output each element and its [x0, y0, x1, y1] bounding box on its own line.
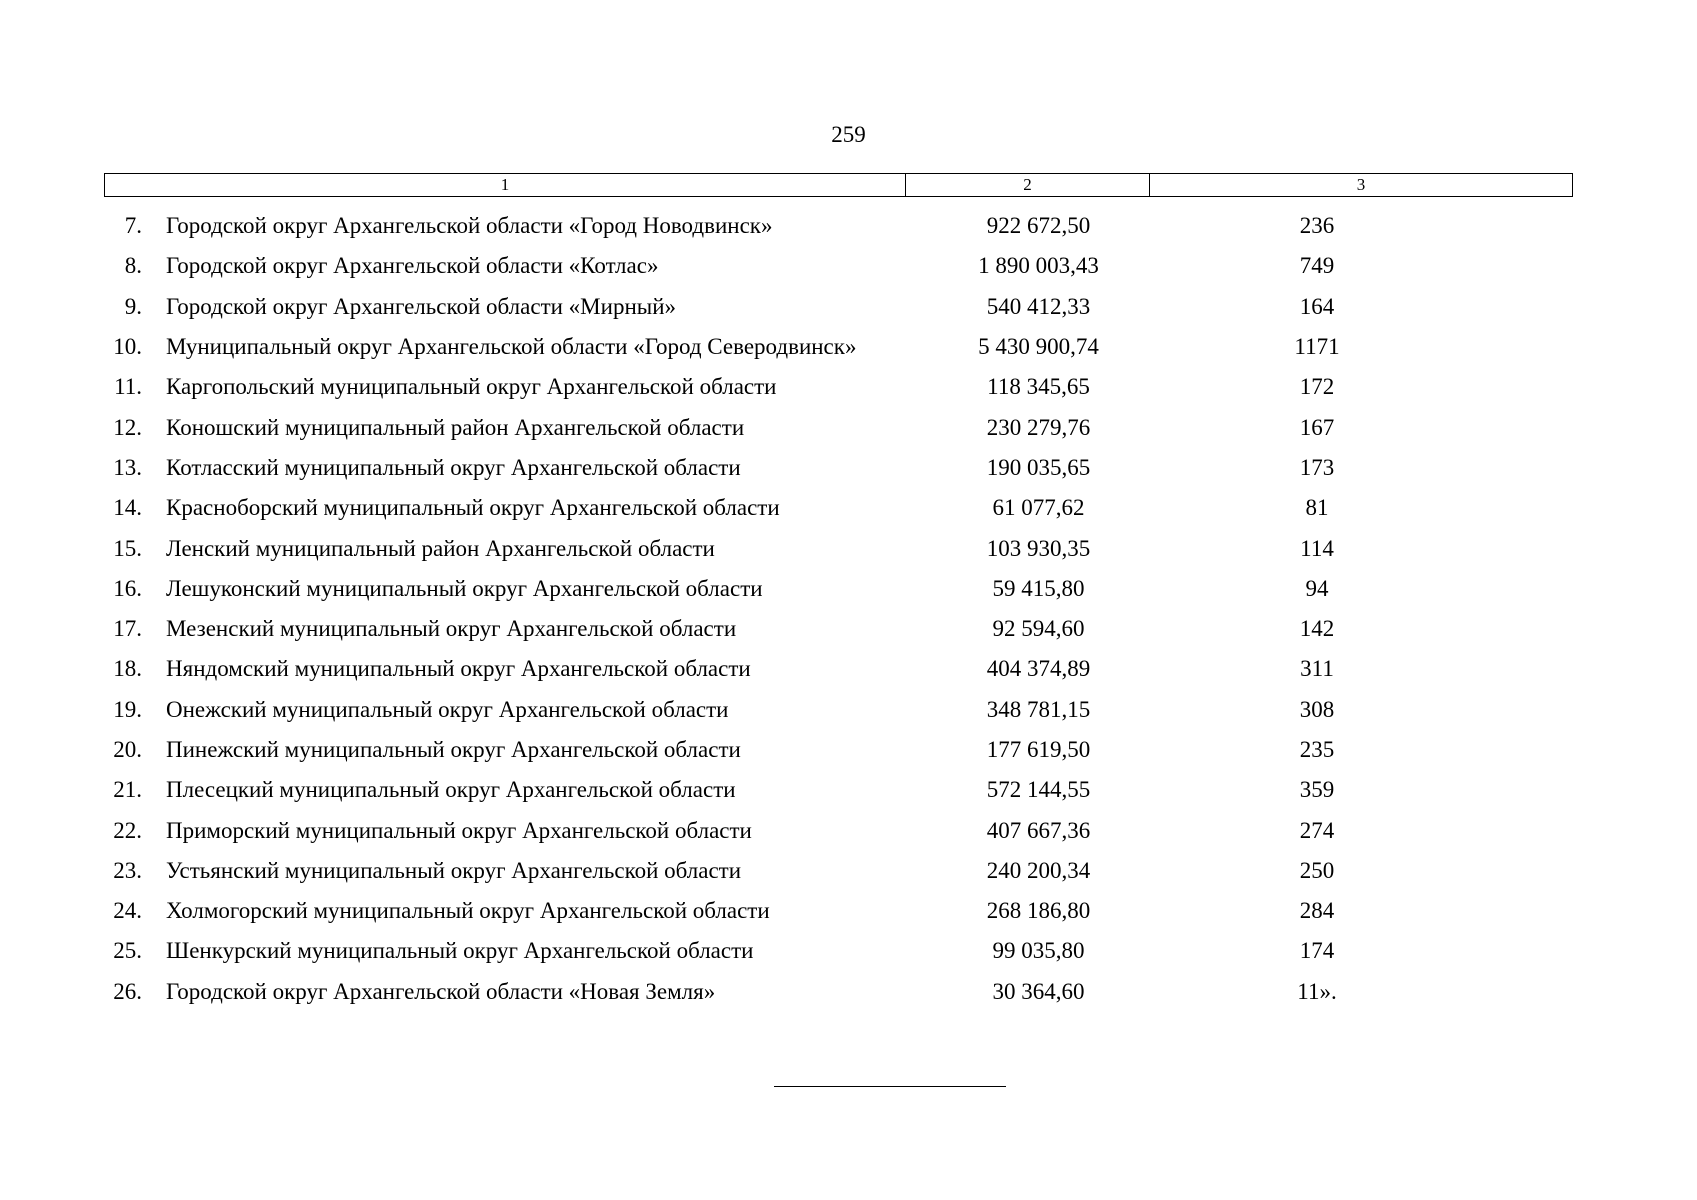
amount-value: 230 279,76	[986, 414, 1091, 440]
row-number: 12.	[113, 414, 142, 440]
row-number: 25.	[113, 938, 142, 964]
table-row	[104, 972, 1573, 1012]
municipality-name: Котласский муниципальный округ Архангельской области	[166, 454, 741, 480]
amount-value: 268 186,80	[986, 898, 1091, 924]
municipality-name: Красноборский муниципальный округ Архангельской области	[166, 495, 780, 521]
amount-value: 190 035,65	[986, 454, 1091, 480]
municipality-name: Коношский муниципальный район Архангельской области	[166, 414, 745, 440]
row-number: 19.	[113, 696, 142, 722]
count-value: 1171	[1294, 334, 1340, 360]
count-value: 164	[1299, 293, 1335, 319]
amount-value: 240 200,34	[986, 857, 1091, 883]
count-value: 250	[1299, 857, 1335, 883]
amount-value: 99 035,80	[992, 938, 1085, 964]
count-value: 172	[1299, 374, 1335, 400]
municipality-name: Ленский муниципальный район Архангельской области	[166, 535, 715, 561]
amount-value: 61 077,62	[992, 495, 1085, 521]
row-number: 21.	[113, 777, 142, 803]
count-value: 235	[1299, 737, 1335, 762]
count-value: 142	[1299, 616, 1335, 642]
municipality-name: Няндомский муниципальный округ Архангельской области	[166, 656, 751, 682]
count-value: 94	[1305, 575, 1329, 601]
row-number: 13.	[113, 454, 142, 480]
row-number: 7.	[124, 213, 142, 239]
row-number: 23.	[113, 857, 142, 883]
row-number: 20.	[113, 737, 142, 762]
row-number: 22.	[113, 817, 142, 843]
municipality-name: Лешуконский муниципальный округ Архангельской области	[166, 575, 763, 601]
amount-value: 922 672,50	[986, 213, 1091, 239]
count-value: 308	[1299, 696, 1335, 722]
amount-value: 540 412,33	[986, 293, 1091, 319]
table-row	[104, 327, 1573, 367]
table-row	[104, 448, 1573, 488]
municipality-name: Мезенский муниципальный округ Архангельской области	[166, 616, 737, 642]
amount-value: 407 667,36	[986, 817, 1091, 843]
municipality-name: Муниципальный округ Архангельской области «Город Северодвинск»	[166, 334, 857, 360]
amount-value: 103 930,35	[986, 535, 1091, 561]
table-row	[104, 891, 1573, 931]
row-number: 14.	[113, 495, 142, 521]
row-number: 24.	[113, 898, 142, 924]
count-value: 114	[1300, 535, 1334, 561]
municipality-name: Шенкурский муниципальный округ Архангельской области	[166, 938, 754, 964]
table-row	[104, 690, 1573, 730]
amount-value: 59 415,80	[992, 575, 1085, 601]
table-row	[104, 851, 1573, 891]
amount-value: 5 430 900,74	[978, 334, 1099, 360]
table-row	[104, 730, 1573, 770]
amount-value: 404 374,89	[986, 656, 1091, 682]
count-value: 749	[1299, 253, 1335, 279]
amount-value: 177 619,50	[986, 737, 1091, 762]
amount-value: 92 594,60	[992, 616, 1085, 642]
table-row	[104, 528, 1573, 568]
row-number: 15.	[113, 535, 142, 561]
table-row	[104, 649, 1573, 689]
header-col-1: 1	[105, 174, 906, 196]
count-value: 236	[1299, 213, 1335, 239]
footer-divider	[774, 1086, 1006, 1087]
count-value: 11».	[1297, 978, 1337, 1004]
header-col-2: 2	[906, 174, 1150, 196]
amount-value: 118 345,65	[987, 374, 1090, 400]
table-row	[104, 810, 1573, 850]
row-number: 18.	[113, 656, 142, 682]
row-number: 10.	[113, 334, 142, 360]
municipality-name: Городской округ Архангельской области «Город Новодвинск»	[166, 213, 773, 239]
table-row	[104, 770, 1573, 810]
table-row	[104, 206, 1573, 246]
table-row	[104, 488, 1573, 528]
header-col-3: 3	[1356, 175, 1366, 194]
row-number: 16.	[113, 575, 142, 601]
count-value: 274	[1299, 817, 1335, 843]
count-value: 174	[1299, 938, 1335, 964]
table-row	[104, 246, 1573, 286]
page-number: 259	[831, 122, 866, 147]
table-row	[104, 287, 1573, 327]
count-value: 173	[1299, 454, 1335, 480]
municipality-name: Плесецкий муниципальный округ Архангельской области	[166, 777, 736, 803]
municipality-name: Городской округ Архангельской области «Мирный»	[166, 293, 677, 319]
count-value: 167	[1299, 414, 1335, 440]
municipality-name: Приморский муниципальный округ Архангельской области	[166, 817, 752, 843]
count-value: 284	[1299, 898, 1335, 924]
table-header	[104, 173, 1573, 197]
table-row	[104, 931, 1573, 971]
municipality-name: Холмогорский муниципальный округ Архангельской области	[166, 898, 770, 924]
row-number: 26.	[113, 978, 142, 1004]
row-number: 9.	[124, 293, 142, 319]
table-body	[104, 206, 1573, 1012]
amount-value: 1 890 003,43	[978, 253, 1099, 279]
amount-value: 30 364,60	[992, 978, 1085, 1004]
row-number: 11.	[114, 374, 142, 400]
count-value: 81	[1305, 495, 1329, 521]
municipality-name: Городской округ Архангельской области «Котлас»	[166, 253, 659, 279]
count-value: 359	[1299, 777, 1335, 803]
municipality-name: Каргопольский муниципальный округ Архангельской области	[166, 374, 777, 400]
table-row	[104, 569, 1573, 609]
amount-value: 348 781,15	[986, 696, 1091, 722]
amount-value: 572 144,55	[986, 777, 1091, 803]
municipality-name: Городской округ Архангельской области «Новая Земля»	[166, 978, 716, 1004]
table-row	[104, 407, 1573, 447]
municipality-name: Пинежский муниципальный округ Архангельской области	[166, 737, 741, 762]
table-row	[104, 609, 1573, 649]
table-row	[104, 367, 1573, 407]
municipality-name: Устьянский муниципальный округ Архангельской области	[166, 857, 742, 883]
municipality-name: Онежский муниципальный округ Архангельской области	[166, 696, 729, 722]
row-number: 8.	[124, 253, 142, 279]
count-value: 311	[1300, 656, 1334, 682]
row-number: 17.	[113, 616, 142, 642]
